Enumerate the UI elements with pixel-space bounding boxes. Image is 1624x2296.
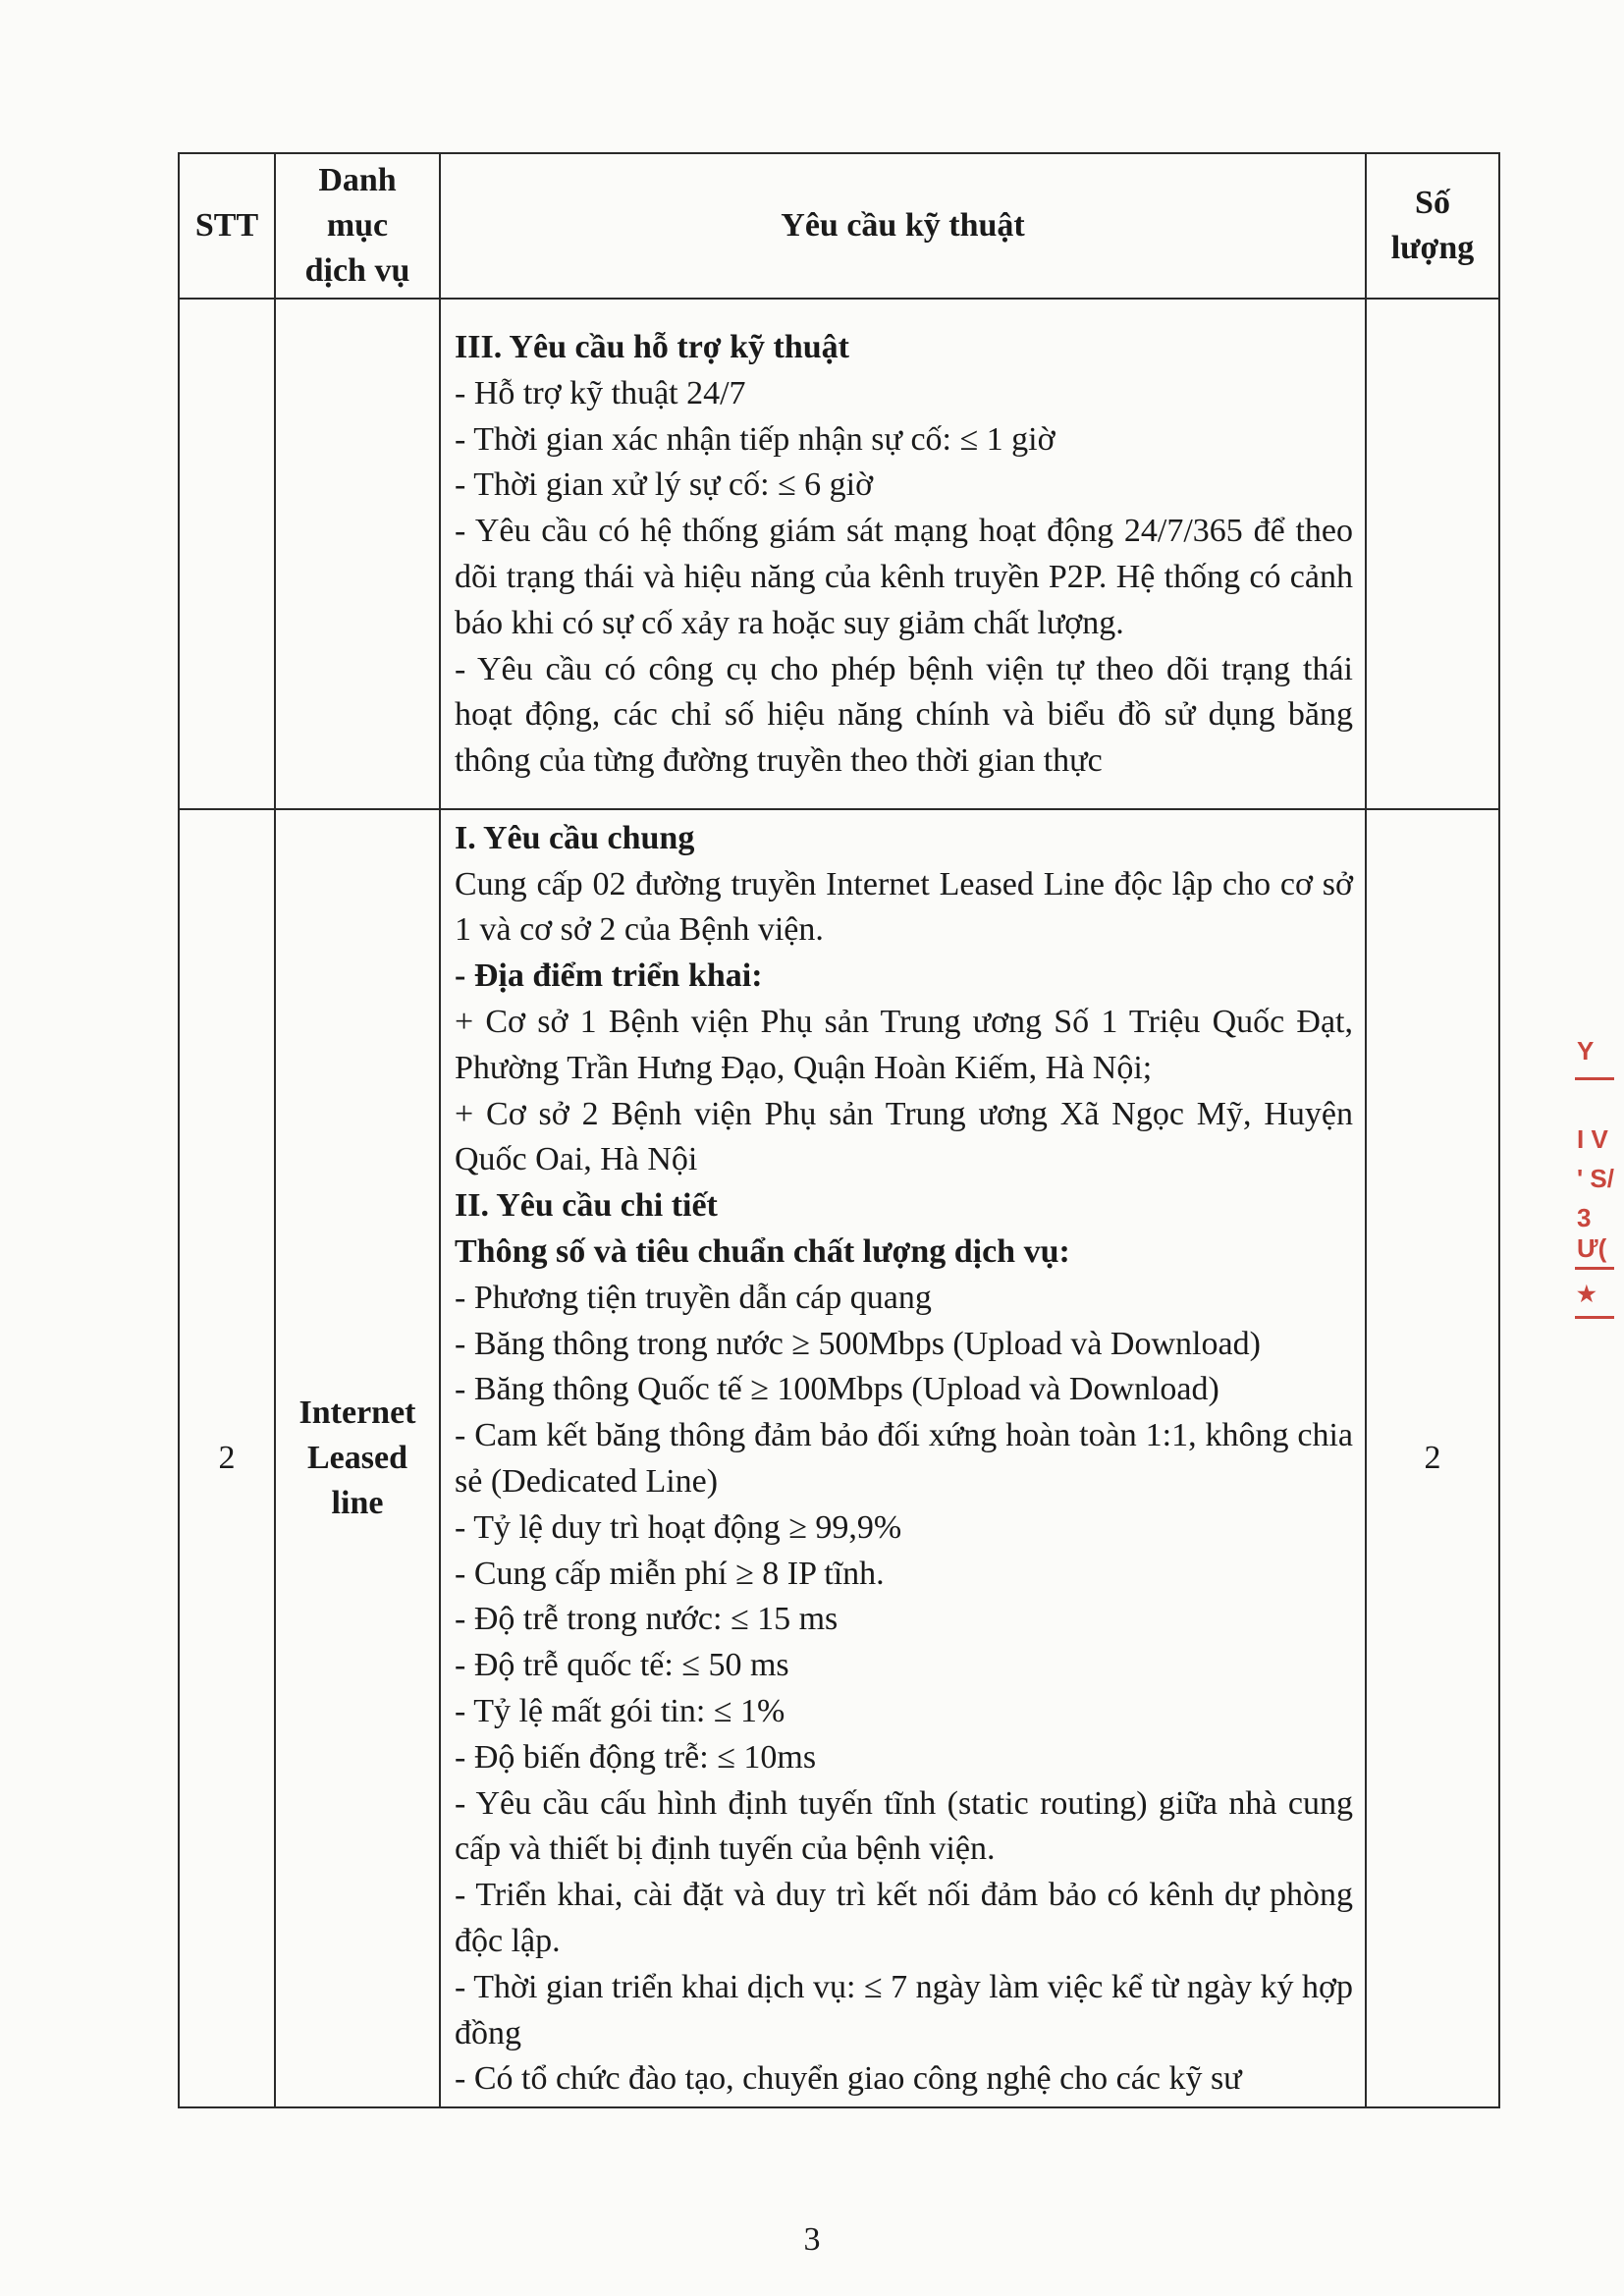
header-stt: STT <box>179 153 275 299</box>
requirement-item: - Triển khai, cài đặt và duy trì kết nối đảm bảo có kênh dự phòng độc lập. <box>455 1877 1353 1959</box>
requirement-heading: - Địa điểm triển khai: <box>455 957 763 995</box>
requirement-item: - Cung cấp miễn phí ≥ 8 IP tĩnh. <box>455 1555 885 1592</box>
row-service <box>275 809 440 2107</box>
row-service <box>275 299 440 809</box>
requirement-item: - Băng thông Quốc tế ≥ 100Mbps (Upload và Download) <box>455 1371 1219 1408</box>
requirement-heading: II. Yêu cầu chi tiết <box>455 1187 718 1225</box>
page-number: 3 <box>803 2221 821 2258</box>
requirement-item: - Độ trễ trong nước: ≤ 15 ms <box>455 1601 839 1638</box>
requirement-item: - Có tổ chức đào tạo, chuyển giao công nghệ cho các kỹ sư <box>455 2060 1242 2098</box>
table-header-row <box>179 153 1499 299</box>
row-quantity: 2 <box>1366 809 1499 2107</box>
requirement-item: - Độ biến động trễ: ≤ 10ms <box>455 1738 817 1776</box>
row-quantity <box>1366 299 1499 809</box>
requirement-item: - Phương tiện truyền dẫn cáp quang <box>455 1279 932 1316</box>
header-service-line: mục <box>326 207 389 244</box>
stamp-line <box>1575 1077 1614 1080</box>
requirement-item: - Tỷ lệ mất gói tin: ≤ 1% <box>455 1692 785 1729</box>
requirement-item: - Yêu cầu cấu hình định tuyến tĩnh (static routing) giữa nhà cung cấp và thiết bị định tuyến của bệnh viện. <box>455 1784 1353 1868</box>
requirement-heading: I. Yêu cầu chung <box>455 819 695 856</box>
requirement-item: - Thời gian xử lý sự cố: ≤ 6 giờ <box>455 466 874 504</box>
stamp-text: I V <box>1577 1124 1608 1154</box>
service-name-line: line <box>331 1485 384 1521</box>
header-service <box>275 153 440 299</box>
requirement-item: - Tỷ lệ duy trì hoạt động ≥ 99,9% <box>455 1508 902 1546</box>
stamp-star-icon: ★ <box>1577 1282 1597 1306</box>
row-stt: 2 <box>179 809 275 2107</box>
requirement-item: - Yêu cầu có công cụ cho phép bệnh viện tự theo dõi trạng thái hoạt động, các chỉ số hiệu năng chính và biểu đồ sử dụng băng thông của từng đường truyền theo thời gian thực <box>455 650 1353 780</box>
stamp-text: ' S/ <box>1577 1164 1614 1193</box>
header-quantity-line: lượng <box>1390 230 1475 266</box>
margin-stamp-fragment <box>1571 1036 1624 1331</box>
service-name-line: Leased <box>307 1440 407 1476</box>
requirement-item: - Băng thông trong nước ≥ 500Mbps (Upload và Download) <box>455 1325 1261 1362</box>
requirement-item: - Thời gian triển khai dịch vụ: ≤ 7 ngày làm việc kể từ ngày ký hợp đồng <box>455 1968 1353 2051</box>
header-quantity <box>1366 153 1499 299</box>
service-name-line: Internet <box>298 1394 416 1431</box>
row-requirements <box>440 299 1366 809</box>
header-quantity-line: Số <box>1415 185 1450 221</box>
header-service-line: Danh <box>318 162 397 198</box>
stamp-line <box>1575 1316 1614 1319</box>
requirement-item: - Yêu cầu có hệ thống giám sát mạng hoạt động 24/7/365 để theo dõi trạng thái và hiệu năng của kênh truyền P2P. Hệ thống có cảnh báo khi có sự cố xảy ra hoặc suy giảm chất lượng. <box>455 513 1353 641</box>
requirement-item: + Cơ sở 2 Bệnh viện Phụ sản Trung ương Xã Ngọc Mỹ, Huyện Quốc Oai, Hà Nội <box>455 1095 1353 1178</box>
requirement-item: Cung cấp 02 đường truyền Internet Leased Line độc lập cho cơ sở 1 và cơ sở 2 của Bệnh viện. <box>455 865 1353 949</box>
row-requirements <box>440 809 1366 2107</box>
row-stt <box>179 299 275 809</box>
requirement-item: - Độ trễ quốc tế: ≤ 50 ms <box>455 1647 789 1684</box>
header-requirements: Yêu cầu kỹ thuật <box>440 153 1366 299</box>
requirement-item: + Cơ sở 1 Bệnh viện Phụ sản Trung ương Số 1 Triệu Quốc Đạt, Phường Trần Hưng Đạo, Quận Hoàn Kiếm, Hà Nội; <box>455 1004 1353 1086</box>
stamp-line <box>1575 1267 1614 1270</box>
table-row <box>179 809 1499 2107</box>
table-row <box>179 299 1499 809</box>
stamp-text: 3 Ư( <box>1577 1203 1607 1263</box>
requirement-item: - Cam kết băng thông đảm bảo đối xứng hoàn toàn 1:1, không chia sẻ (Dedicated Line) <box>455 1417 1353 1500</box>
requirement-heading: III. Yêu cầu hỗ trợ kỹ thuật <box>455 329 850 366</box>
requirements-table <box>178 152 1500 2108</box>
requirement-item: - Thời gian xác nhận tiếp nhận sự cố: ≤ 1 giờ <box>455 420 1056 458</box>
requirement-item: - Hỗ trợ kỹ thuật 24/7 <box>455 374 746 411</box>
stamp-text: Y <box>1577 1036 1595 1066</box>
header-service-line: dịch vụ <box>304 252 410 289</box>
requirement-heading: Thông số và tiêu chuẩn chất lượng dịch vụ: <box>455 1233 1070 1271</box>
